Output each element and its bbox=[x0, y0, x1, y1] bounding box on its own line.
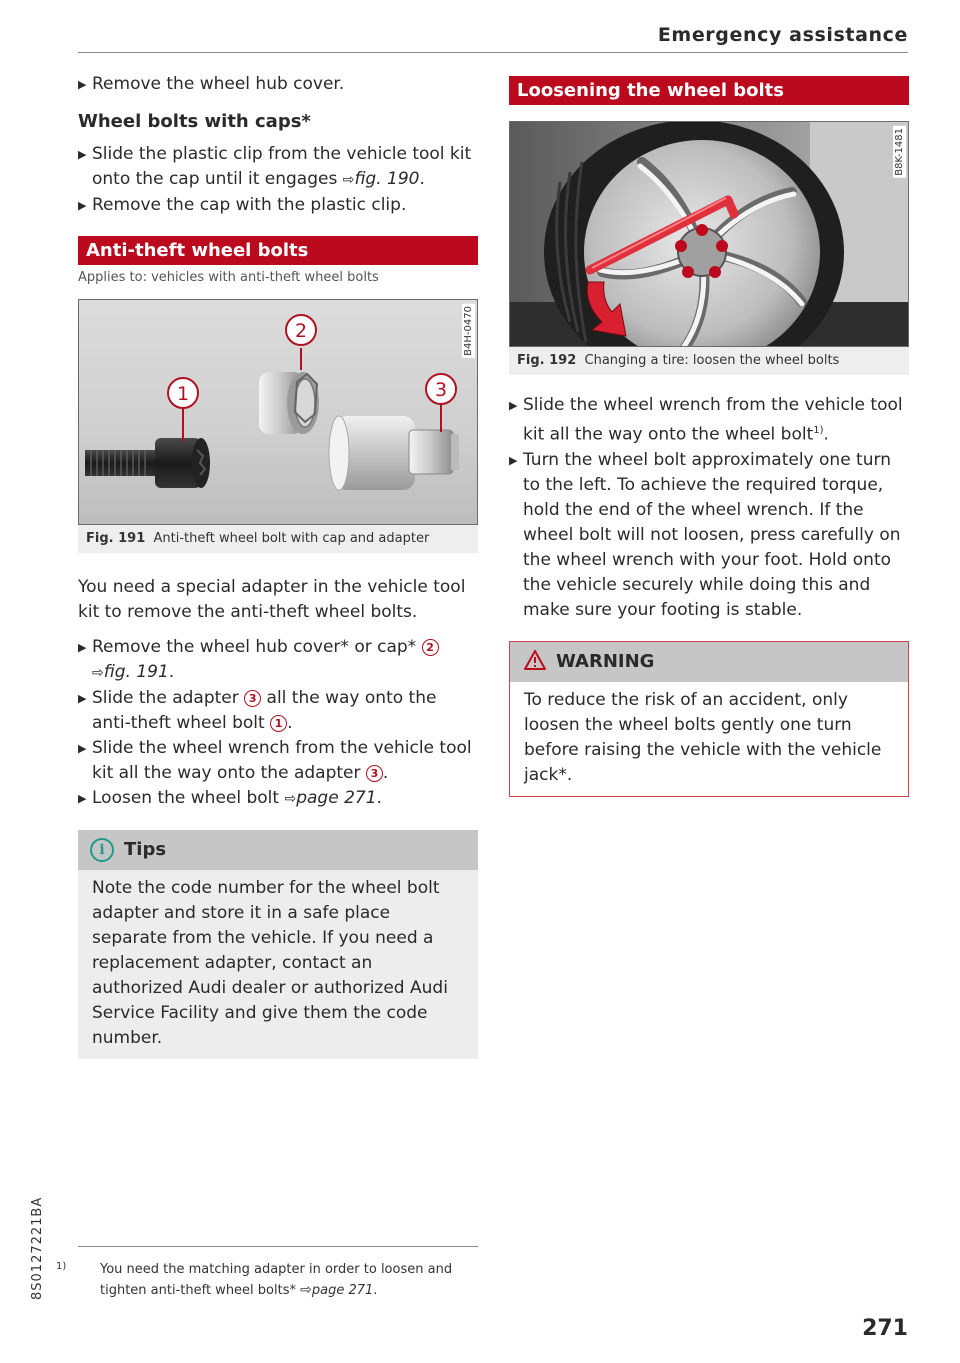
right-column bbox=[509, 76, 909, 797]
step-text: Remove the wheel hub cover. bbox=[92, 74, 345, 94]
caption-text: Anti-theft wheel bolt with cap and adapter bbox=[153, 531, 430, 546]
bullet-triangle-icon: ▶ bbox=[78, 641, 87, 654]
tips-body: Note the code number for the wheel bolt adapter and store it in a safe place separate from the vehicle. If you need a replacement adapter, contact an authorized Audi dealer or authorized Audi Service Facility and give them the code number. bbox=[78, 870, 478, 1059]
step-text: Slide the wheel wrench from the vehicle tool kit all the way onto the wheel bolt bbox=[523, 395, 903, 445]
page-number: 271 bbox=[862, 1316, 908, 1341]
applies-to-note: Applies to: vehicles with anti-theft wheel bolts bbox=[78, 270, 379, 285]
callout-2 bbox=[286, 315, 316, 345]
left-column bbox=[78, 72, 478, 1059]
callout-ref-3: 3 bbox=[366, 765, 383, 782]
tips-header bbox=[78, 830, 478, 870]
step-text: all the way onto the anti-theft wheel bolt bbox=[92, 688, 437, 733]
callout-1 bbox=[168, 378, 198, 408]
step-loosen-bolt: ▶ Loosen the wheel bolt ⇨page 271. bbox=[78, 786, 478, 812]
wheel-bolt-adapter bbox=[329, 416, 459, 490]
footnote-text: You need the matching adapter in order to loosen and tighten anti-theft wheel bolts* bbox=[100, 1262, 453, 1298]
step-text: Slide the wheel wrench from the vehicle tool kit all the way onto the adapter bbox=[92, 738, 472, 783]
footnote: 1) You need the matching adapter in order to loosen and tighten anti-theft wheel bolts* ⇨page 271. bbox=[78, 1257, 500, 1301]
figure-code: B4H-0470 bbox=[463, 306, 474, 356]
anti-theft-bolt-illustration bbox=[79, 300, 477, 524]
fig-190-link[interactable]: fig. 190 bbox=[354, 169, 420, 189]
bullet-triangle-icon: ▶ bbox=[78, 792, 87, 805]
warning-triangle-icon bbox=[524, 650, 546, 670]
step-text-end: . bbox=[419, 169, 425, 189]
step-text: Loosen the wheel bolt bbox=[92, 788, 285, 808]
callout-3 bbox=[426, 374, 456, 404]
step-remove-cap bbox=[78, 193, 478, 218]
figure-192-caption bbox=[509, 347, 909, 375]
bullet-triangle-icon: ▶ bbox=[509, 453, 518, 467]
figure-191 bbox=[78, 299, 478, 525]
step-text: Slide the plastic clip from the vehicle tool kit onto the cap until it engages bbox=[92, 144, 472, 189]
header-rule bbox=[78, 52, 908, 53]
callout-1-label: 1 bbox=[176, 383, 190, 405]
step-text: Slide the adapter bbox=[92, 688, 245, 708]
callout-ref-1: 1 bbox=[270, 715, 287, 732]
page-header-title: Emergency assistance bbox=[657, 24, 908, 46]
figure-label: Fig. 191 bbox=[86, 531, 146, 546]
footnote-mark: 1) bbox=[56, 1261, 67, 1272]
bullet-triangle-icon: ▶ bbox=[78, 692, 87, 705]
section-heading-loosening: Loosening the wheel bolts bbox=[509, 76, 909, 105]
warning-header bbox=[510, 642, 908, 682]
bullet-triangle-icon: ▶ bbox=[509, 399, 518, 412]
footnote-page-link[interactable]: page 271 bbox=[311, 1283, 374, 1298]
info-icon: i bbox=[90, 838, 114, 862]
step-turn-bolt bbox=[509, 448, 909, 623]
step-remove-hub-cover bbox=[78, 72, 478, 97]
figure-label: Fig. 192 bbox=[517, 353, 577, 368]
step-text: Turn the wheel bolt approximately one turn to the left. To achieve the required torque, hold the end of the wheel wrench. If the wheel bolt will not loosen, press carefully on the wheel wrench with your foot. Hold onto the vehicle securely while doing this and make sure your footing is stable. bbox=[523, 449, 901, 620]
figure-191-caption bbox=[78, 525, 478, 553]
step-slide-wrench: ▶ Slide the wheel wrench from the vehicle tool kit all the way onto the adapter 3 . bbox=[78, 738, 472, 783]
footnote-rule bbox=[78, 1246, 478, 1247]
footnote-ref[interactable]: 1) bbox=[813, 425, 824, 436]
bullet-triangle-icon: ▶ bbox=[78, 742, 87, 755]
wheel-bolt-cap bbox=[259, 372, 319, 434]
callout-3-label: 3 bbox=[434, 379, 448, 401]
warning-box bbox=[509, 641, 909, 797]
figure-code: B8K-1481 bbox=[894, 128, 905, 176]
ref-arrow-icon: ⇨ bbox=[284, 791, 297, 807]
step-slide-adapter: ▶ Slide the adapter 3 all the way onto the anti-theft wheel bolt 1 . bbox=[78, 688, 437, 733]
warning-body: To reduce the risk of an accident, only loosen the wheel bolts gently one turn before raising the vehicle with the vehicle jack*. bbox=[524, 689, 882, 785]
figure-192 bbox=[509, 121, 909, 347]
anti-theft-bolt bbox=[85, 438, 210, 488]
step-slide-clip bbox=[78, 142, 478, 193]
callout-ref-2: 2 bbox=[422, 639, 439, 656]
step-text: Remove the cap with the plastic clip. bbox=[92, 195, 407, 215]
ref-arrow-icon: ⇨ bbox=[342, 172, 355, 188]
tips-title: Tips bbox=[124, 839, 167, 860]
tips-box bbox=[78, 830, 478, 1059]
intro-text: You need a special adapter in the vehicle tool kit to remove the anti-theft wheel bolts. bbox=[78, 577, 466, 622]
step-text: Remove the wheel hub cover* or cap* bbox=[92, 637, 422, 657]
page-271-link[interactable]: page 271 bbox=[296, 788, 377, 808]
callout-2-label: 2 bbox=[294, 320, 308, 342]
ref-arrow-icon: ⇨ bbox=[300, 1282, 312, 1298]
section-heading-anti-theft: Anti-theft wheel bolts bbox=[78, 236, 478, 265]
step-remove-hub-cap: ▶ Remove the wheel hub cover* or cap* 2 ⇨fig. 191. bbox=[78, 635, 478, 686]
bullet-triangle-icon: ▶ bbox=[78, 199, 87, 212]
warning-title: WARNING bbox=[556, 650, 655, 672]
caption-text: Changing a tire: loosen the wheel bolts bbox=[584, 353, 840, 368]
bullet-triangle-icon: ▶ bbox=[78, 148, 87, 161]
document-code: 8S0127221BA bbox=[30, 1196, 45, 1300]
callout-ref-3: 3 bbox=[244, 690, 261, 707]
step-slide-wrench-bolt: ▶ Slide the wheel wrench from the vehicle tool kit all the way onto the wheel bolt$^{1)}$. bbox=[509, 395, 903, 445]
fig-191-link[interactable]: fig. 191 bbox=[103, 662, 169, 682]
bullet-triangle-icon: ▶ bbox=[78, 78, 87, 91]
section-heading-caps: Wheel bolts with caps* bbox=[78, 111, 311, 132]
wheel-wrench-illustration bbox=[510, 122, 908, 346]
ref-arrow-icon: ⇨ bbox=[92, 665, 104, 681]
